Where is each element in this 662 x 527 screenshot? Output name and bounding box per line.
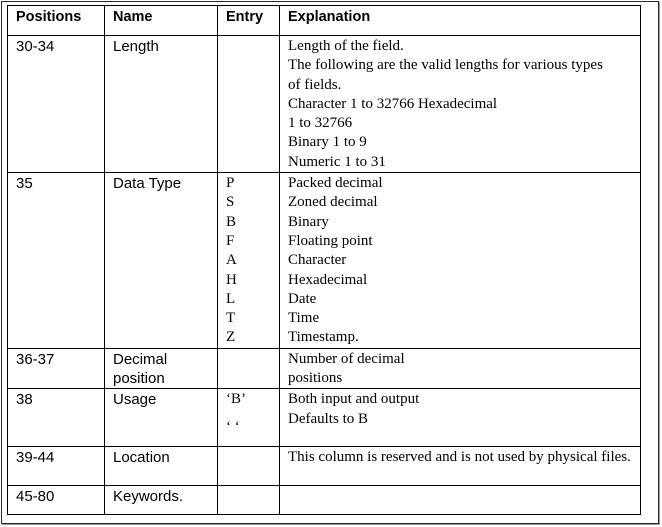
cell-name [105,348,218,389]
cell-entry [218,447,280,486]
table-row [8,486,641,515]
entry-code: A [226,252,237,269]
cell-name: Data Type [105,173,218,349]
cell-entry [218,36,280,173]
table-row [8,348,641,389]
explanation-line: Packed decimal [288,175,383,192]
cell-positions: 45-80 [8,486,105,515]
explanation-line: Length of the field. [288,38,404,54]
entry-code: ‘B’ [226,391,246,408]
explanation-line: Hexadecimal [288,271,368,288]
cell-explanation [280,447,641,486]
entry-code: B [226,213,237,230]
cell-positions: 36-37 [8,348,105,389]
explanation-line: 1 to 32766 [288,115,353,132]
explanation-line: Both input and output [288,391,420,408]
entry-code: H [226,271,237,288]
explanation-line: positions [288,370,343,387]
entry-code: P [226,175,235,192]
cell-positions: 38 [8,389,105,447]
explanation-line: Character [288,252,347,269]
cell-entry [218,348,280,389]
explanation-line: Time [288,310,320,327]
entry-code: ‘ ‘ [226,418,240,435]
header-entry: Entry [218,6,280,36]
cell-explanation [280,173,641,349]
explanation-line: Defaults to B [288,410,368,427]
cell-explanation [280,348,641,389]
entry-code: T [226,310,236,327]
entry-code: S [226,194,235,211]
name-text: Decimal position [113,350,168,388]
cell-name: Length [105,36,218,173]
explanation-line: This column is reserved and is not used by physical files. [288,449,631,466]
cell-positions: 35 [8,173,105,349]
header-explanation: Explanation [280,6,641,36]
explanation-line: Floating point [288,232,373,249]
explanation-line: Date [288,290,317,307]
cell-entry [218,486,280,515]
cell-explanation [280,486,641,515]
table-row [8,447,641,486]
cell-name: Location [105,447,218,486]
explanation-line: Binary [288,213,329,230]
explanation-line: Number of decimal [288,350,405,367]
entry-code: L [226,290,236,307]
cell-entry [218,389,280,447]
entry-code: Z [226,329,236,346]
header-name: Name [105,6,218,36]
cell-entry [218,173,280,349]
explanation-line: Character 1 to 32766 Hexadecimal [288,95,498,112]
cell-positions: 39-44 [8,447,105,486]
table-row [8,389,641,447]
explanation-line: Numeric 1 to 31 [288,153,386,170]
cell-explanation [280,389,641,447]
cell-name: Usage [105,389,218,447]
cell-name: Keywords. [105,486,218,515]
table-row [8,36,641,173]
entry-code: F [226,232,235,249]
explanation-line: Timestamp. [288,329,359,346]
cell-explanation [280,36,641,173]
table-row [8,173,641,349]
explanation-line: Binary 1 to 9 [288,134,367,151]
header-positions: Positions [8,6,105,36]
explanation-line: The following are the valid lengths for various types of fields. [288,57,603,93]
field-spec-table [7,5,641,515]
table-header-row [8,6,641,36]
explanation-line: Zoned decimal [288,194,378,211]
cell-positions: 30-34 [8,36,105,173]
